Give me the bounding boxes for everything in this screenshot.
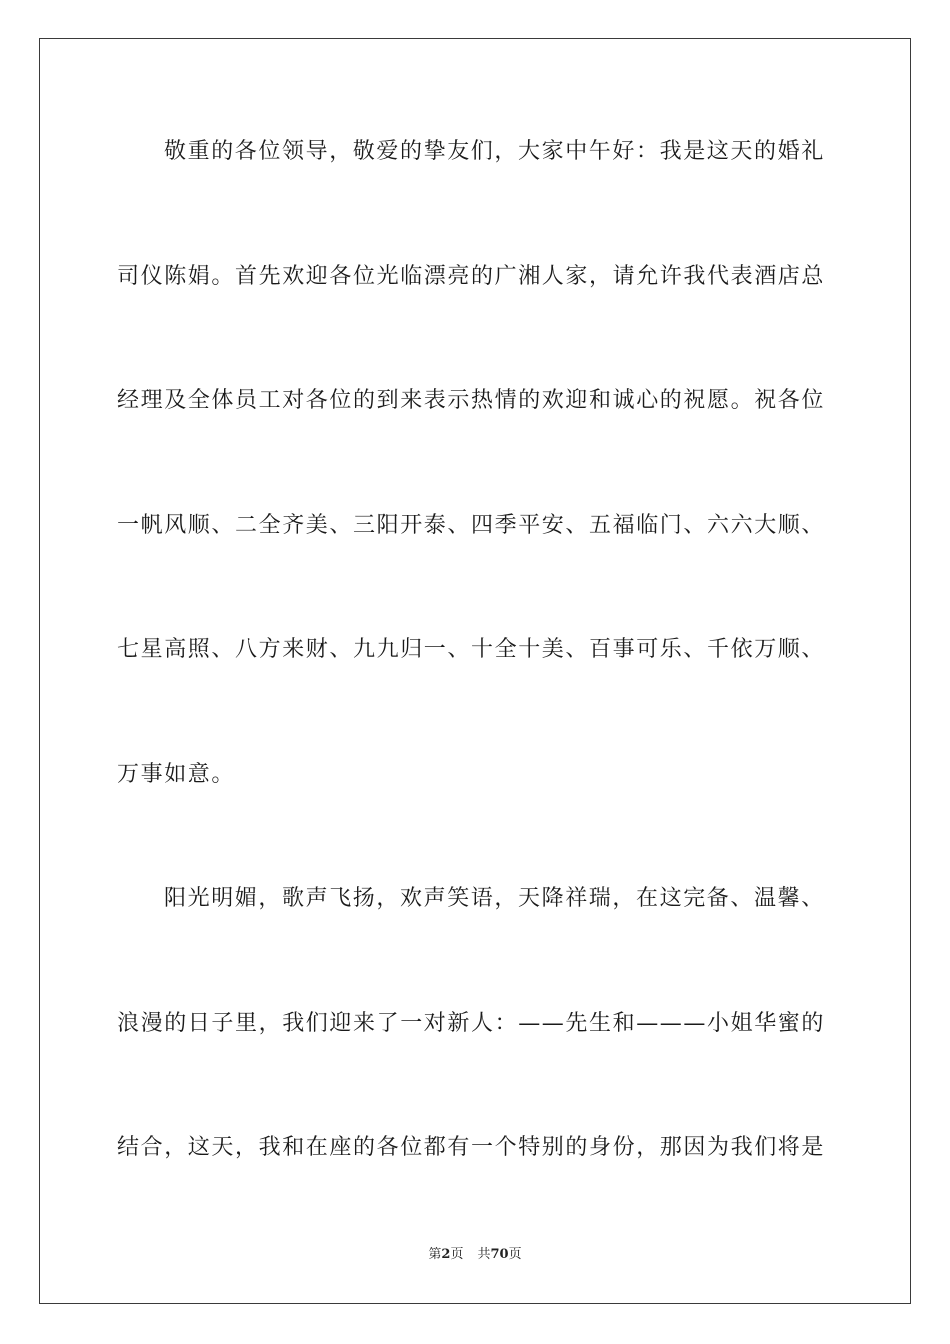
paragraph-line: 浪漫的日子里，我们迎来了一对新人：——先生和———小姐华蜜的: [117, 1011, 826, 1036]
page-footer: [0, 1245, 950, 1265]
page-number: 2: [441, 1247, 451, 1262]
paragraph-line: 司仪陈娟。首先欢迎各位光临漂亮的广湘人家，请允许我代表酒店总: [117, 264, 826, 289]
paragraph-line: 一帆风顺、二全齐美、三阳开泰、四季平安、五福临门、六六大顺、: [117, 513, 826, 538]
paragraph-line: 结合，这天，我和在座的各位都有一个特别的身份，那因为我们将是: [117, 1135, 826, 1160]
paragraph-line: 经理及全体员工对各位的到来表示热情的欢迎和诚心的祝愿。祝各位: [117, 388, 826, 413]
paragraph-line: 阳光明媚，歌声飞扬，欢声笑语，天降祥瑞，在这完备、温馨、: [164, 886, 825, 911]
page-border: [39, 38, 911, 1304]
total-prefix: 共: [477, 1247, 491, 1262]
total-pages: 70: [490, 1247, 509, 1262]
page-number-label: [428, 1247, 463, 1262]
page-prefix: 第: [428, 1247, 442, 1262]
paragraph-line: 七星高照、八方来财、九九归一、十全十美、百事可乐、千依万顺、: [117, 637, 826, 662]
total-pages-label: [477, 1247, 521, 1262]
page-suffix: 页: [450, 1247, 464, 1262]
paragraph-line: 万事如意。: [117, 762, 236, 787]
paragraph-line: 敬重的各位领导，敬爱的挚友们，大家中午好：我是这天的婚礼: [164, 139, 825, 164]
total-suffix: 页: [508, 1247, 522, 1262]
